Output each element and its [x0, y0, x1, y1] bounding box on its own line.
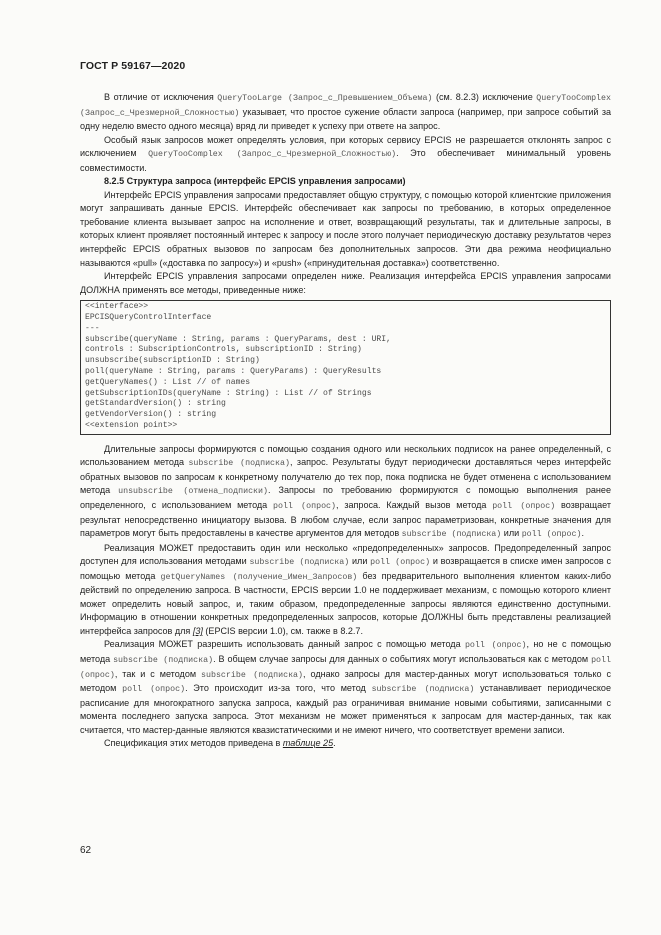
- code-span: poll (опрос): [370, 558, 431, 568]
- code-span: subscribe (подписка): [188, 459, 290, 469]
- text-span: , так и с методом: [114, 668, 202, 679]
- code-span: poll (опрос): [122, 685, 186, 695]
- text-span: указывает, что простое сужение области запроса (например, при запросе событий за одну неделю вместо одного месяца) вряд ли приведет к успеху при ответе на запрос.: [80, 106, 611, 132]
- code-span: subscribe (подписка): [401, 530, 502, 540]
- text-span: .: [333, 738, 336, 749]
- code-span: QueryTooComplex (Запрос_с_Чрезмерной_Сложностью): [148, 150, 397, 160]
- code-line: getVendorVersion() : string: [85, 410, 217, 420]
- code-span: poll (опрос): [273, 501, 337, 511]
- code-span: subscribe (подписка): [371, 685, 475, 695]
- code-span: poll (опрос): [521, 530, 582, 540]
- text-span: . В общем случае запросы для данных о событиях могут использоваться как с методом: [213, 653, 592, 664]
- paragraph-long-queries: [80, 443, 611, 542]
- text-span: возвращает результат непосредственно инициатору вызова. В любом случае, если запрос параметризован, конкретные значения для параметров могут быть предоставлены в качестве аргументов для методов: [80, 499, 612, 539]
- text-span: Спецификация этих методов приведена в: [104, 738, 283, 749]
- code-line: getStandardVersion() : string: [85, 399, 226, 409]
- code-span: QueryTooLarge (Запрос_с_Превышением_Объема): [217, 94, 433, 103]
- text-span: устанавливает периодическое расписание для многократного запуска запроса, каждый раз ограничивая внимание новыми событиями, записанными с момента последнего запуска запроса. Этот механизм не может применяться к запросам для мастер-данных, так как считается, что мастер-данные являются квазистатическими и не имеют ничего, что соответствует времени записи.: [80, 683, 611, 735]
- paragraph-specification: [80, 737, 611, 751]
- code-span: subscribe (подписка): [201, 670, 304, 680]
- code-line: ---: [85, 323, 100, 333]
- table-25-link[interactable]: таблице 25: [282, 738, 334, 749]
- code-span: subscribe (подписка): [249, 558, 350, 568]
- code-span: subscribe (подписка): [113, 655, 214, 665]
- text-span: , но не с помощью метода: [80, 639, 611, 664]
- text-span: . Запросы по требованию формируются с помощью выполнения ранее определенного, с использованием метода: [80, 485, 611, 510]
- text-span: . Это обеспечивает минимальный уровень совместимости.: [80, 148, 611, 173]
- text-span: (EPCIS версии 1.0), см. также в 8.2.7.: [202, 625, 363, 636]
- code-line: <<interface>>: [85, 302, 149, 312]
- text-span: . Это происходит из-за того, что метод: [185, 683, 372, 694]
- section-heading: 8.2.5 Структура запроса (интерфейс EPCIS управления запросами): [104, 176, 406, 187]
- code-line: EPCISQueryControlInterface: [85, 313, 212, 322]
- page-number: 62: [80, 845, 92, 856]
- code-line: subscribe(queryName : String, params : QueryParams, dest : URI,: [85, 334, 391, 344]
- text-span: Реализация МОЖЕТ разрешить использовать данный запрос с помощью метода: [104, 639, 465, 650]
- paragraph-interface-intro: Интерфейс EPCIS управления запросами предоставляет общую структуру, с помощью которой клиентские приложения могут запрашивать данные EPCIS. Интерфейс обеспечивает как запросы по требованию, в которых определенное требование клиента вызывает запрос на исполнение и ответ, возвращающий результаты, так и длительные запросы, в которых клиент проявляет постоянный интерес к запросу и после этого получает периодическую доставку результатов через интерфейс EPCIS обратных вызовов по запросам без дополнительных запросов. Эти два режима неофициально называются «pull» («доставка по запросу») и «push» («принудительная доставка») соответственно.: [80, 189, 611, 268]
- code-span: unsubscribe (отмена_подписки): [118, 487, 268, 497]
- text-span: Реализация МОЖЕТ предоставить один или несколько «предопределенных» запросов. Предопределенный запрос доступен для использования методами: [80, 542, 611, 567]
- code-line: <<extension point>>: [85, 420, 178, 430]
- code-span: QueryTooComplex (Запрос_с_Чрезмерной_Сложностью): [80, 94, 611, 118]
- text-span: , однако запросы для мастер-данных могут использоваться только с методом: [80, 668, 611, 694]
- paragraph-poll-subscribe: [80, 638, 611, 737]
- code-line: getSubscriptionIDs(queryName : String) : List // of Strings: [85, 388, 372, 398]
- standard-header: ГОСТ Р 59167—2020: [80, 60, 186, 72]
- code-span: poll (опрос): [80, 655, 611, 680]
- paragraph-predefined-queries: [80, 542, 611, 639]
- text-span: или: [349, 556, 371, 567]
- code-line: getQueryNames() : List // of names: [85, 377, 251, 387]
- paragraph-query-language: [80, 134, 611, 176]
- code-span: poll (опрос): [492, 501, 556, 511]
- reference-link[interactable]: [3]: [192, 625, 203, 636]
- text-span: Длительные запросы формируются с помощью создания одного или нескольких подписок на ранее определенный, с использованием метода: [80, 443, 611, 468]
- code-span: getQueryNames (получение_Имен_Запросов): [160, 572, 358, 582]
- text-span: В отличие от исключения: [104, 92, 218, 102]
- text-span: без предварительного выполнения клиентом каких-либо действий по определению запроса. В частности, EPCIS версии 1.0 не поддерживает механизм, с помощью которого клиент может определить новый запрос, и, таким образом, предопределенные запросы являются единственно доступными. Информацию в отношении конкретных предопределенных запросов, которые ДОЛЖНЫ быть представлены реализацией интерфейса запросов для: [80, 570, 611, 636]
- text-span: , запрос. Результаты будут периодически доставляться через интерфейс обратных вызовов по запросам к конкретному получателю до тех пор, пока подписка не будет отменена с использованием метода: [80, 457, 611, 496]
- text-span: Особый язык запросов может определять условия, при которых сервису EPCIS не разрешается отклонять запрос с исключением: [80, 134, 611, 159]
- code-span: poll (опрос): [464, 641, 527, 651]
- document-body: [80, 91, 611, 751]
- paragraph-interface-definition: Интерфейс EPCIS управления запросами определен ниже. Реализация интерфейса EPCIS управления запросами ДОЛЖНА применять все методы, приведенные ниже:: [80, 271, 611, 295]
- text-span: .: [581, 528, 584, 539]
- paragraph-query-too-complex: [80, 91, 611, 134]
- code-line: unsubscribe(subscriptionID : String): [85, 356, 260, 366]
- text-span: (см. 8.2.3) исключение: [432, 92, 537, 102]
- code-line: controls : SubscriptionControls, subscriptionID : String): [85, 345, 362, 355]
- text-span: и возвращается в списке имен запросов с помощью метода: [80, 556, 612, 581]
- code-line: poll(queryName : String, params : QueryParams) : QueryResults: [85, 366, 382, 376]
- text-span: или: [501, 528, 522, 539]
- interface-code-box: [80, 300, 611, 435]
- text-span: , запроса. Каждый вызов метода: [336, 499, 493, 510]
